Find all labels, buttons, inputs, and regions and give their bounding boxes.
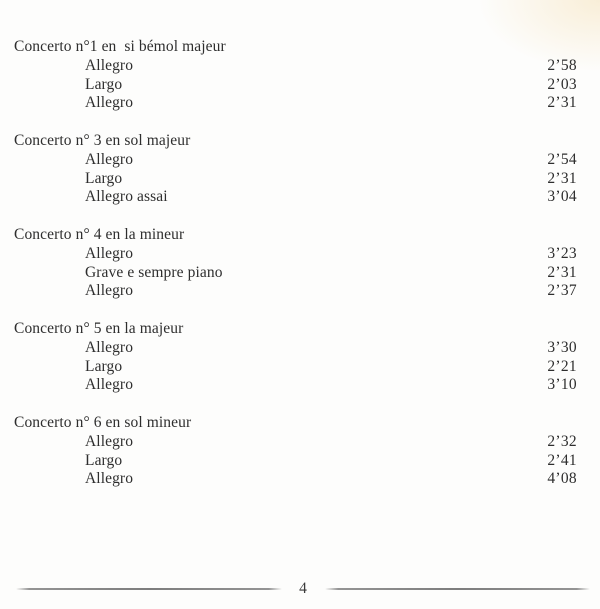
movement-duration: 2’31: [547, 169, 577, 187]
concerto-section: [0, 226, 600, 301]
movement-duration: 4’08: [547, 470, 577, 488]
movement-duration: 2’31: [547, 263, 577, 281]
movement-name: Largo: [85, 451, 123, 469]
movement-row: [0, 94, 600, 113]
concerto-title: Concerto n° 6 en sol mineur: [14, 413, 192, 431]
movement-row: [0, 57, 600, 76]
track-listing: [0, 38, 600, 508]
concerto-title: Concerto n°1 en si bémol majeur: [14, 38, 226, 55]
concerto-title: Concerto n° 4 en la mineur: [14, 225, 185, 243]
movement-name: Grave e sempre piano: [85, 263, 223, 281]
movement-name: Allegro: [85, 56, 134, 74]
movement-name: Allegro: [85, 244, 134, 262]
movement-duration: 3’30: [547, 338, 577, 356]
movement-row: [0, 76, 600, 95]
movement-row: [0, 264, 600, 283]
movement-name: Allegro: [85, 432, 134, 450]
concerto-section: [0, 414, 600, 489]
movement-name: Largo: [85, 357, 123, 375]
movement-row: [0, 188, 600, 207]
movement-duration: 2’37: [547, 282, 577, 300]
movement-name: Allegro: [85, 150, 134, 168]
movement-row: [0, 339, 600, 358]
movement-duration: 2’03: [547, 75, 577, 93]
movement-row: [0, 452, 600, 471]
movement-duration: 2’21: [547, 357, 577, 375]
movement-duration: 3’04: [547, 188, 577, 206]
footer-rule-left: [16, 588, 282, 590]
movement-duration: 3’23: [547, 244, 577, 262]
movement-row: [0, 358, 600, 377]
concerto-section: [0, 320, 600, 395]
movement-duration: 2’31: [547, 94, 577, 112]
movement-row: [0, 282, 600, 301]
movement-name: Allegro assai: [85, 188, 168, 206]
concerto-title: Concerto n° 3 en sol majeur: [14, 131, 191, 149]
movement-duration: 2’54: [547, 150, 577, 168]
movement-row: [0, 433, 600, 452]
movement-duration: 3’10: [547, 376, 577, 394]
page-number: 4: [299, 580, 307, 597]
movement-name: Allegro: [85, 338, 134, 356]
movement-name: Largo: [85, 169, 123, 187]
concerto-section: [0, 38, 600, 113]
movement-duration: 2’41: [547, 451, 577, 469]
movement-row: [0, 245, 600, 264]
movement-name: Largo: [85, 75, 123, 93]
movement-duration: 2’32: [547, 432, 577, 450]
movement-duration: 2’58: [547, 56, 577, 74]
footer-rule-right: [325, 588, 590, 590]
movement-name: Allegro: [85, 94, 134, 112]
movement-row: [0, 376, 600, 395]
movement-row: [0, 170, 600, 189]
movement-name: Allegro: [85, 282, 134, 300]
movement-name: Allegro: [85, 470, 134, 488]
movement-row: [0, 151, 600, 170]
movement-name: Allegro: [85, 376, 134, 394]
concerto-section: [0, 132, 600, 207]
movement-row: [0, 470, 600, 489]
concerto-title: Concerto n° 5 en la majeur: [14, 319, 184, 337]
